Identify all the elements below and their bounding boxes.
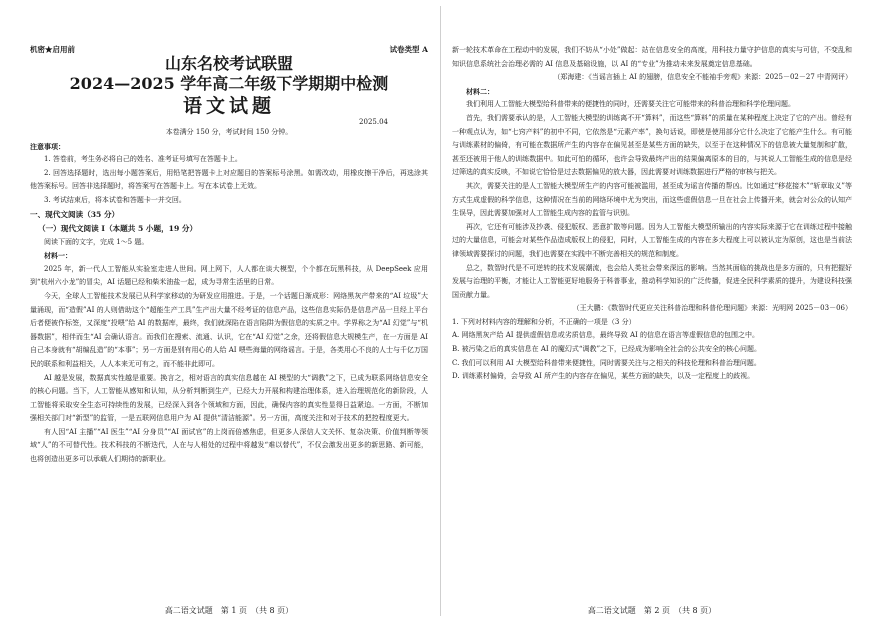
answer-option-a: A. 网络黑灰产给 AI 提供虚假信息或劣质信息，最终导致 AI 的信息在语言等虚假信息的包围之中。 <box>452 331 760 340</box>
question-stem: 1. 下列对材料内容的理解和分析，不正确的一项是（3 分） <box>452 317 636 326</box>
passage-paragraph: 有人因“AI 主播”“AI 医生”“AI 分身员”“AI 面试官”的上岗而倍感焦虑，但更多人深信人文关怀、复杂决策、价值判断等领域“人”的不可替代性。技术科技的不断迭代，人在与人相处的过程中将越发“难以替代”，不仅会激发出更多的新思路、新可能，也将创造出更多可以承载人们期待的新职业。 <box>30 427 428 464</box>
exam-union-title: 山东名校考试联盟 <box>164 54 293 73</box>
subsection-heading: （一）现代文阅读 Ⅰ（本题共 5 小题，19 分） <box>38 223 198 233</box>
passage-paragraph: 首先，我们需要承认的是，人工智能大模型的训练离不开“算料”，而这些“算料”的质量在某种程度上决定了它的产出。曾经有一种观点认为，如“七窍产料”的初中不同，它依然是“元素产率”，换句话说，即使是使用部分它什么决定了它能产生什么。有可能与训练素材的偏倚，有可能在数据所产生的内容存在偏见甚至是某些方面的缺失，以至于在这种情况下的信息被大量复制和扩散，甚至还被用于他人的训练数据中。如此可怕的循环，也许会导致最终产出的结果偏离原本的目的，与其说人工智能生成的信息是经过筛选的真实反映，不如说它恰恰是过去数据偏见的放大器，因此需要对训练数据进行严格的审核与把关。 <box>452 113 852 177</box>
passage-paragraph: AI 越是发展，数据真实性越是重要。换言之，相对语言的真实信息越在 AI 模型的大“调教”之下，已成为联系网络信息安全的核心问题。当下，人工智能从感知和认知，从分析判断到生产，已经大力开展和构建治理体系，进入治理规范化的新阶段，人工智能将采取安全生态可持续性的发展，已经深入到各个领域和方面，因此，确保内容的真实性显得日益紧迫。一方面，不断加强相关部门对“新型”的监管，一是五联网信息用户为 AI 提供“清洁能源”。另一方面，高度关注和对于技术的把控程度更大。 <box>30 373 428 423</box>
confidential-label: 机密★启用前 <box>30 45 75 54</box>
passage-continuation: 新一轮技术革命在工程动中的发展，我们不妨从“小处”做起：站在信息安全的高度，用科技力量守护信息的真实与可信，不变乱和知识信息系统社会治理必需的 AI 信息及基础设施，以 AI 的“专业”为推动未来发展奠定信息基础。 <box>452 46 852 68</box>
passage-paragraph: 我们利用人工智能大模型给科普带来的便捷性的同时，还需要关注它可能带来的科普治理和科学伦理问题。 <box>466 100 795 109</box>
page-footer: 高二语文试题 第 2 页 （共 8 页） <box>452 605 852 616</box>
score-time-note: 本卷满分 150 分，考试时间 150 分钟。 <box>165 128 293 136</box>
notice-heading: 注意事项： <box>30 141 65 151</box>
page-footer: 高二语文试题 第 1 页 （共 8 页） <box>30 605 428 616</box>
answer-option-b: B. 被污染之后的真实信息在 AI 的魔幻式“调教”之下，已经成为影响全社会的公共安全的核心问题。 <box>452 345 762 354</box>
passage-paragraph: 总之，数智时代是不可逆转的技术发展潮流，也会给人类社会带来深远的影响。当然其面临的挑战也是多方面的，只有把握好发展与治理的平衡，才能让人工智能更好地服务于科普事业，推动科学知识的广泛传播，促进全民科学素质的提升，为建设科技强国贡献力量。 <box>452 263 852 299</box>
exam-date: 2025.04 <box>359 118 388 126</box>
source-citation: （郑海建：《当谣言插上 AI 的翅膀，信息安全不能袖手旁观》来源：2025－02－27 中青网评） <box>553 73 852 82</box>
subject-title: 语文试题 <box>182 95 275 117</box>
exam-type-label: 试卷类型 A <box>389 45 428 54</box>
passage-paragraph: 今天，全球人工智能技术发展已从科学家移动的为研发应用推进。于是，一个话题日渐成形：网络黑灰产带来的“AI 垃圾”大量涌现，而“造假”AI 的人则借助这个“超能生产工具”生产出大量不经考证的信息产品，这些信息实际仍是信息产品一旦经上平台后者便被作标签，又深度“投喂”给 AI 的数据库，最终，我们就深陷在语言陷阱为假信息的实质之中。学界称之为“AI 幻觉”与“机器数据”，相伴而生“AI 会确认语言。而我们在搜索、流通、认识，它在“AI 幻觉”之余，还将假信息大规模生产，在一方面是 AI 自己本身就有“胡编乱造”的“本事”；另一方面是别有用心的人给 AI 喂些海量的网络谣言。于是，各类用心不良的人士与千亿万国民的联系和利益相关，人人本来无可有之，而不能非此即可。 <box>30 291 428 368</box>
answer-option-d: D. 训练素材偏倚，会导致 AI 所产生的内容存在偏见，某些方面的缺失，以及一定程度上的歧视。 <box>452 372 755 381</box>
passage-paragraph: 其次，需要关注的是人工智能大模型所生产的内容可能被滥用，甚至成为谣言传播的帮凶。比如通过“移花接木”“斩章取义”等方式生成虚假的科学信息，这种情况在当前的网络环境中尤为突出，而这些虚假信息一旦在社会上传播开来，就会对公众的认知产生误导，因此需要加强对人工智能生成内容的监管与识别。 <box>452 181 852 218</box>
page-divider <box>440 6 441 616</box>
page-header <box>30 44 428 54</box>
answer-option-c: C. 我们可以利用 AI 大模型给科普带来便捷性，同时需要关注与之相关的科技伦理和科普治理问题。 <box>452 358 761 367</box>
passage-paragraph: 再次，它还有可能涉及抄袭、侵犯版权、恶意扩散等问题。因为人工智能大模型所输出的内容实际来源于它在训练过程中接触过的大量信息，可能会对某些作品造成版权上的侵犯，同时，人工智能生成的内容在多大程度上可以被认定为原创，这也是当前法律领域需要探讨的问题，我们也需要在实践中不断完善相关的规范和制度。 <box>452 222 852 258</box>
notice-item: 2. 回答选择题时，选出每小题答案后，用铅笔把答题卡上对应题目的答案标号涂黑。如需改动，用橡皮擦干净后，再选涂其他答案标号。回答非选择题时，将答案写在答题卡上。写在本试卷上无效。 <box>30 168 428 191</box>
material-label: 材料一： <box>44 251 72 261</box>
notice-item: 3. 考试结束后，将本试卷和答题卡一并交回。 <box>44 195 186 204</box>
page-2 <box>452 0 852 622</box>
section-heading: 一、现代文阅读（35 分） <box>30 209 120 219</box>
material-label: 材料二： <box>466 86 494 96</box>
reading-instruction: 阅读下面的文字，完成 1～5 题。 <box>44 237 149 246</box>
passage-paragraph: 2025 年，新一代人工智能从实验室走进人世间。网上网下，人人都在谈大模型，个个都在玩黑科技，从 DeepSeek 应用到“杭州六小龙”的冒尖，AI 话题已经和柴米油盐一起，成为寻常生活里的日常。 <box>30 264 428 287</box>
source-citation: （王大鹏：《数智时代更应关注科普治理和科普伦理问题》来源：光明网 2025－03－06） <box>572 304 852 313</box>
page-1 <box>30 0 428 622</box>
exam-session-title: 2024—2025 学年高二年级下学期期中检测 <box>69 74 389 93</box>
notice-item: 1. 答卷前，考生务必将自己的姓名、准考证号填写在答题卡上。 <box>44 155 242 164</box>
